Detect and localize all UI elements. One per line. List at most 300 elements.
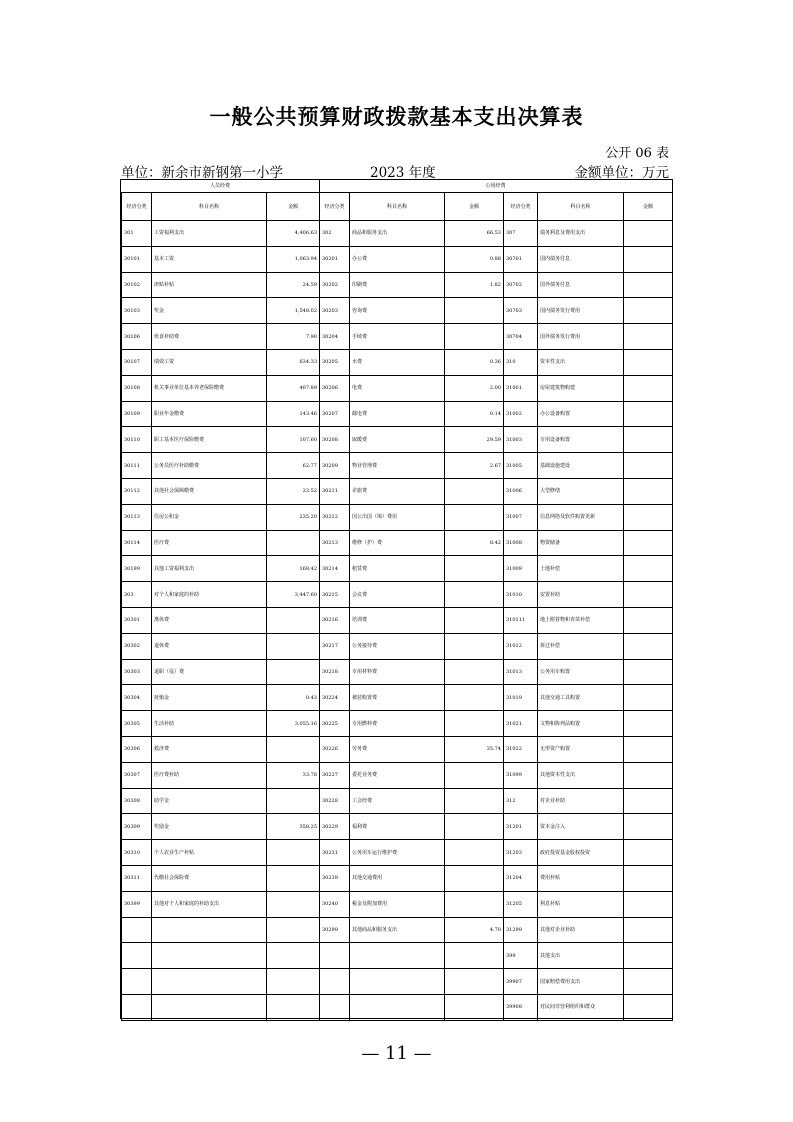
econ-code: 30199 xyxy=(122,556,152,582)
amount xyxy=(267,633,320,659)
item-name xyxy=(350,943,445,969)
amount xyxy=(624,762,673,788)
econ-code: 30109 xyxy=(122,401,152,427)
table-row xyxy=(122,530,673,556)
amount xyxy=(624,272,673,298)
econ-code: 30202 xyxy=(320,272,350,298)
econ-code: 30203 xyxy=(320,298,350,324)
item-name: 抚恤金 xyxy=(152,685,267,711)
item-name: 政府投资基金股权投资 xyxy=(538,840,624,866)
item-name: 国外债务付息 xyxy=(538,272,624,298)
item-name: 无形资产购置 xyxy=(538,736,624,762)
econ-code: 30240 xyxy=(320,891,350,917)
column-header-row xyxy=(122,193,673,221)
amount xyxy=(267,917,320,943)
econ-code: 31012 xyxy=(504,633,538,659)
amount xyxy=(445,762,504,788)
item-name: 基础设施建设 xyxy=(538,453,624,479)
amount xyxy=(624,375,673,401)
econ-code: 307 xyxy=(504,221,538,247)
econ-code: 31007 xyxy=(504,504,538,530)
page-number: — 11 — xyxy=(361,1043,432,1064)
amount xyxy=(445,556,504,582)
col-header: 科目名称 xyxy=(350,193,445,221)
amount: 0.14 xyxy=(445,401,504,427)
item-name: 助学金 xyxy=(152,788,267,814)
table-row xyxy=(122,891,673,917)
amount xyxy=(445,478,504,504)
econ-code xyxy=(320,943,350,969)
item-name xyxy=(350,994,445,1020)
econ-code: 303 xyxy=(122,582,152,608)
econ-code: 31299 xyxy=(504,917,538,943)
amount xyxy=(624,246,673,272)
item-name: 公务用车购置 xyxy=(538,659,624,685)
amount xyxy=(624,633,673,659)
amount xyxy=(267,865,320,891)
econ-code: 31008 xyxy=(504,530,538,556)
amount: 407.89 xyxy=(267,375,320,401)
amount xyxy=(624,994,673,1020)
amount: 62.77 xyxy=(267,453,320,479)
table-row xyxy=(122,401,673,427)
amount xyxy=(445,582,504,608)
item-name xyxy=(152,969,267,995)
item-name: 伙食补助费 xyxy=(152,324,267,350)
amount xyxy=(267,788,320,814)
amount: 1,063.94 xyxy=(267,246,320,272)
item-name: 物资储备 xyxy=(538,530,624,556)
item-name: 其他工资福利支出 xyxy=(152,556,267,582)
item-name: 退休费 xyxy=(152,633,267,659)
econ-code: 30216 xyxy=(320,607,350,633)
amount xyxy=(445,298,504,324)
year-label: 2023 年度 xyxy=(370,165,436,181)
econ-code: 30701 xyxy=(504,246,538,272)
page-title: 一般公共预算财政拨款基本支出决算表 xyxy=(209,105,584,129)
item-name: 大型修缮 xyxy=(538,478,624,504)
unit-label: 单位：新余市新钢第一小学 xyxy=(121,165,283,181)
expenditure-table xyxy=(120,179,673,1019)
item-name: 国外债务发行费用 xyxy=(538,324,624,350)
amount xyxy=(445,840,504,866)
amount xyxy=(624,917,673,943)
econ-code: 30703 xyxy=(504,298,538,324)
item-name xyxy=(152,917,267,943)
amount xyxy=(267,943,320,969)
item-name: 印刷费 xyxy=(350,272,445,298)
econ-code: 30225 xyxy=(320,711,350,737)
col-header: 经济分类 xyxy=(504,193,538,221)
item-name: 公务接待费 xyxy=(350,633,445,659)
amount xyxy=(445,943,504,969)
econ-code: 301 xyxy=(122,221,152,247)
item-name: 救济费 xyxy=(152,736,267,762)
item-name: 离休费 xyxy=(152,607,267,633)
amount xyxy=(445,324,504,350)
item-name: 其他社会保障缴费 xyxy=(152,478,267,504)
item-name: 奖励金 xyxy=(152,814,267,840)
amount: 1,548.02 xyxy=(267,298,320,324)
econ-code: 31006 xyxy=(504,478,538,504)
econ-code: 30308 xyxy=(122,788,152,814)
econ-code: 30304 xyxy=(122,685,152,711)
amount: 0.43 xyxy=(267,685,320,711)
econ-code: 30110 xyxy=(122,427,152,453)
econ-code: 30231 xyxy=(320,840,350,866)
econ-code: 30204 xyxy=(320,324,350,350)
econ-code: 30214 xyxy=(320,556,350,582)
econ-code xyxy=(122,943,152,969)
amount: 8.42 xyxy=(445,530,504,556)
amount xyxy=(624,840,673,866)
item-name: 生活补助 xyxy=(152,711,267,737)
item-name: 劳务费 xyxy=(350,736,445,762)
econ-code: 302 xyxy=(320,221,350,247)
amount: 23.52 xyxy=(267,478,320,504)
col-header: 科目名称 xyxy=(152,193,267,221)
econ-code: 30306 xyxy=(122,736,152,762)
item-name: 专用设备购置 xyxy=(538,427,624,453)
amount xyxy=(624,324,673,350)
item-name: 培训费 xyxy=(350,607,445,633)
table-row xyxy=(122,349,673,375)
econ-code: 30303 xyxy=(122,659,152,685)
amount: 0.36 xyxy=(445,349,504,375)
econ-code: 30201 xyxy=(320,246,350,272)
item-name: 职业年金缴费 xyxy=(152,401,267,427)
item-name: 租赁费 xyxy=(350,556,445,582)
econ-code: 30229 xyxy=(320,814,350,840)
amount xyxy=(624,891,673,917)
econ-code: 31019 xyxy=(504,685,538,711)
item-name: 其他支出 xyxy=(538,943,624,969)
econ-code: 30209 xyxy=(320,453,350,479)
table-row xyxy=(122,633,673,659)
item-name xyxy=(152,943,267,969)
table-row xyxy=(122,762,673,788)
item-name: 物业管理费 xyxy=(350,453,445,479)
econ-code: 30102 xyxy=(122,272,152,298)
amount xyxy=(624,349,673,375)
table-row xyxy=(122,788,673,814)
amount xyxy=(445,994,504,1020)
econ-code: 31021 xyxy=(504,711,538,737)
econ-code: 30208 xyxy=(320,427,350,453)
econ-code xyxy=(320,994,350,1020)
col-header: 经济分类 xyxy=(122,193,152,221)
item-name: 资本性支出 xyxy=(538,349,624,375)
econ-code: 30704 xyxy=(504,324,538,350)
table-row xyxy=(122,221,673,247)
amount xyxy=(624,943,673,969)
item-name: 其他交通费用 xyxy=(350,865,445,891)
table-row xyxy=(122,943,673,969)
econ-code: 30207 xyxy=(320,401,350,427)
item-name: 地上附着物和青苗补偿 xyxy=(538,607,624,633)
table-row xyxy=(122,840,673,866)
econ-code: 30226 xyxy=(320,736,350,762)
amount xyxy=(624,865,673,891)
data-grid xyxy=(121,192,673,1021)
item-name: 信息网络及软件购置更新 xyxy=(538,504,624,530)
econ-code: 30113 xyxy=(122,504,152,530)
form-number: 公开 06 表 xyxy=(605,146,669,161)
item-name: 资本金注入 xyxy=(538,814,624,840)
amount xyxy=(445,607,504,633)
group-personnel: 人员经费 xyxy=(209,183,230,189)
econ-code: 30702 xyxy=(504,272,538,298)
table-row xyxy=(122,711,673,737)
amount xyxy=(445,633,504,659)
col-header: 金额 xyxy=(445,193,504,221)
amount xyxy=(624,736,673,762)
econ-code: 30205 xyxy=(320,349,350,375)
item-name: 差旅费 xyxy=(350,478,445,504)
item-name: 其他对个人和家庭的补助支出 xyxy=(152,891,267,917)
item-name: 代缴社会保险费 xyxy=(152,865,267,891)
amount: 3,055.16 xyxy=(267,711,320,737)
econ-code: 30111 xyxy=(122,453,152,479)
econ-code: 30206 xyxy=(320,375,350,401)
item-name: 其他商品和服务支出 xyxy=(350,917,445,943)
econ-code: 30307 xyxy=(122,762,152,788)
econ-code: 312 xyxy=(504,788,538,814)
item-name: 机关事业单位基本养老保险缴费 xyxy=(152,375,267,401)
econ-code: 30227 xyxy=(320,762,350,788)
amount xyxy=(445,788,504,814)
table-row xyxy=(122,375,673,401)
item-name: 办公费 xyxy=(350,246,445,272)
money-unit-label: 金额单位：万元 xyxy=(574,165,669,181)
item-name: 电费 xyxy=(350,375,445,401)
amount xyxy=(624,685,673,711)
item-name: 办公设备购置 xyxy=(538,401,624,427)
econ-code: 39907 xyxy=(504,969,538,995)
item-name: 会议费 xyxy=(350,582,445,608)
item-name: 工会经费 xyxy=(350,788,445,814)
amount: 0.88 xyxy=(445,246,504,272)
amount: 2.67 xyxy=(445,453,504,479)
econ-code: 31204 xyxy=(504,865,538,891)
item-name: 公务用车运行维护费 xyxy=(350,840,445,866)
econ-code: 30302 xyxy=(122,633,152,659)
econ-code: 30112 xyxy=(122,478,152,504)
item-name: 债务利息及费用支出 xyxy=(538,221,624,247)
table-row xyxy=(122,298,673,324)
item-name: 绩效工资 xyxy=(152,349,267,375)
amount xyxy=(624,478,673,504)
econ-code: 30101 xyxy=(122,246,152,272)
amount: 107.60 xyxy=(267,427,320,453)
item-name: 土地补偿 xyxy=(538,556,624,582)
amount xyxy=(624,556,673,582)
amount: 66.53 xyxy=(445,221,504,247)
table-row xyxy=(122,504,673,530)
econ-code: 31203 xyxy=(504,840,538,866)
item-name: 国内债务付息 xyxy=(538,246,624,272)
item-name: 其他交通工具购置 xyxy=(538,685,624,711)
amount xyxy=(624,401,673,427)
item-name: 津贴补贴 xyxy=(152,272,267,298)
econ-code: 31201 xyxy=(504,814,538,840)
amount xyxy=(267,969,320,995)
item-name: 国家赔偿费用支出 xyxy=(538,969,624,995)
econ-code xyxy=(122,969,152,995)
econ-code: 31022 xyxy=(504,736,538,762)
item-name: 专用材料费 xyxy=(350,659,445,685)
econ-code: 31005 xyxy=(504,453,538,479)
table-row xyxy=(122,272,673,298)
table-row xyxy=(122,685,673,711)
item-name xyxy=(350,969,445,995)
econ-code: 31205 xyxy=(504,891,538,917)
col-header: 经济分类 xyxy=(320,193,350,221)
econ-code: 31003 xyxy=(504,427,538,453)
econ-code: 30399 xyxy=(122,891,152,917)
econ-code: 39908 xyxy=(504,994,538,1020)
econ-code: 30299 xyxy=(320,917,350,943)
econ-code: 310111 xyxy=(504,607,538,633)
item-name: 手续费 xyxy=(350,324,445,350)
amount xyxy=(445,685,504,711)
amount: 7.90 xyxy=(267,324,320,350)
econ-code: 30211 xyxy=(320,478,350,504)
item-name: 其他对企业补助 xyxy=(538,917,624,943)
item-name: 工资福利支出 xyxy=(152,221,267,247)
amount xyxy=(624,221,673,247)
econ-code: 31009 xyxy=(504,556,538,582)
amount xyxy=(624,659,673,685)
econ-code xyxy=(122,917,152,943)
amount xyxy=(445,865,504,891)
amount xyxy=(624,814,673,840)
item-name: 对企业补助 xyxy=(538,788,624,814)
item-name: 医疗费 xyxy=(152,530,267,556)
amount xyxy=(445,659,504,685)
econ-code: 30224 xyxy=(320,685,350,711)
econ-code: 30215 xyxy=(320,582,350,608)
table-row xyxy=(122,607,673,633)
item-name: 因公出国（境）费用 xyxy=(350,504,445,530)
amount xyxy=(445,814,504,840)
item-name: 文物和陈列品购置 xyxy=(538,711,624,737)
econ-code: 31002 xyxy=(504,401,538,427)
econ-code: 30217 xyxy=(320,633,350,659)
econ-code xyxy=(320,969,350,995)
amount xyxy=(624,711,673,737)
amount xyxy=(624,504,673,530)
item-name: 住房公积金 xyxy=(152,504,267,530)
amount: 29.59 xyxy=(445,427,504,453)
amount xyxy=(624,298,673,324)
econ-code: 30213 xyxy=(320,530,350,556)
table-row xyxy=(122,582,673,608)
amount xyxy=(624,427,673,453)
col-header: 科目名称 xyxy=(538,193,624,221)
table-row xyxy=(122,659,673,685)
item-name: 安置补助 xyxy=(538,582,624,608)
item-name: 个人农业生产补贴 xyxy=(152,840,267,866)
table-row xyxy=(122,324,673,350)
econ-code: 399 xyxy=(504,943,538,969)
econ-code: 30311 xyxy=(122,865,152,891)
amount xyxy=(267,840,320,866)
amount: 168.42 xyxy=(267,556,320,582)
econ-code: 30108 xyxy=(122,375,152,401)
table-row xyxy=(122,994,673,1020)
amount xyxy=(624,582,673,608)
amount xyxy=(267,891,320,917)
amount: 143.46 xyxy=(267,401,320,427)
econ-code: 31010 xyxy=(504,582,538,608)
item-name: 国内债务发行费用 xyxy=(538,298,624,324)
item-name xyxy=(152,994,267,1020)
amount: 35.74 xyxy=(445,736,504,762)
amount xyxy=(624,607,673,633)
amount: 33.78 xyxy=(267,762,320,788)
amount xyxy=(267,607,320,633)
item-name: 福利费 xyxy=(350,814,445,840)
amount: 634.33 xyxy=(267,349,320,375)
amount xyxy=(624,969,673,995)
amount xyxy=(267,994,320,1020)
econ-code: 30239 xyxy=(320,865,350,891)
amount xyxy=(624,530,673,556)
item-name: 邮电费 xyxy=(350,401,445,427)
item-name: 费用补贴 xyxy=(538,865,624,891)
table-row xyxy=(122,556,673,582)
econ-code: 30106 xyxy=(122,324,152,350)
table-row xyxy=(122,865,673,891)
item-name: 医疗费补助 xyxy=(152,762,267,788)
econ-code xyxy=(122,994,152,1020)
econ-code: 30218 xyxy=(320,659,350,685)
amount xyxy=(445,504,504,530)
econ-code: 30103 xyxy=(122,298,152,324)
item-name: 利息补贴 xyxy=(538,891,624,917)
col-header: 金额 xyxy=(267,193,320,221)
econ-code: 30301 xyxy=(122,607,152,633)
item-name: 委托业务费 xyxy=(350,762,445,788)
econ-code: 30305 xyxy=(122,711,152,737)
item-name: 房屋建筑物购建 xyxy=(538,375,624,401)
amount: 235.20 xyxy=(267,504,320,530)
item-name: 奖金 xyxy=(152,298,267,324)
amount: 24.59 xyxy=(267,272,320,298)
table-row xyxy=(122,427,673,453)
item-name: 维修（护）费 xyxy=(350,530,445,556)
econ-code: 30114 xyxy=(122,530,152,556)
econ-code: 310 xyxy=(504,349,538,375)
amount: 358.25 xyxy=(267,814,320,840)
item-name: 水费 xyxy=(350,349,445,375)
item-name: 公务员医疗补助缴费 xyxy=(152,453,267,479)
table-row xyxy=(122,917,673,943)
amount xyxy=(267,659,320,685)
item-name: 其他资本性支出 xyxy=(538,762,624,788)
amount xyxy=(445,891,504,917)
item-name: 取暖费 xyxy=(350,427,445,453)
amount xyxy=(267,530,320,556)
amount xyxy=(445,969,504,995)
amount: 4.70 xyxy=(445,917,504,943)
item-name: 商品和服务支出 xyxy=(350,221,445,247)
item-name: 专用燃料费 xyxy=(350,711,445,737)
amount: 3,447.60 xyxy=(267,582,320,608)
item-name: 对个人和家庭的补助 xyxy=(152,582,267,608)
item-name: 被装购置费 xyxy=(350,685,445,711)
